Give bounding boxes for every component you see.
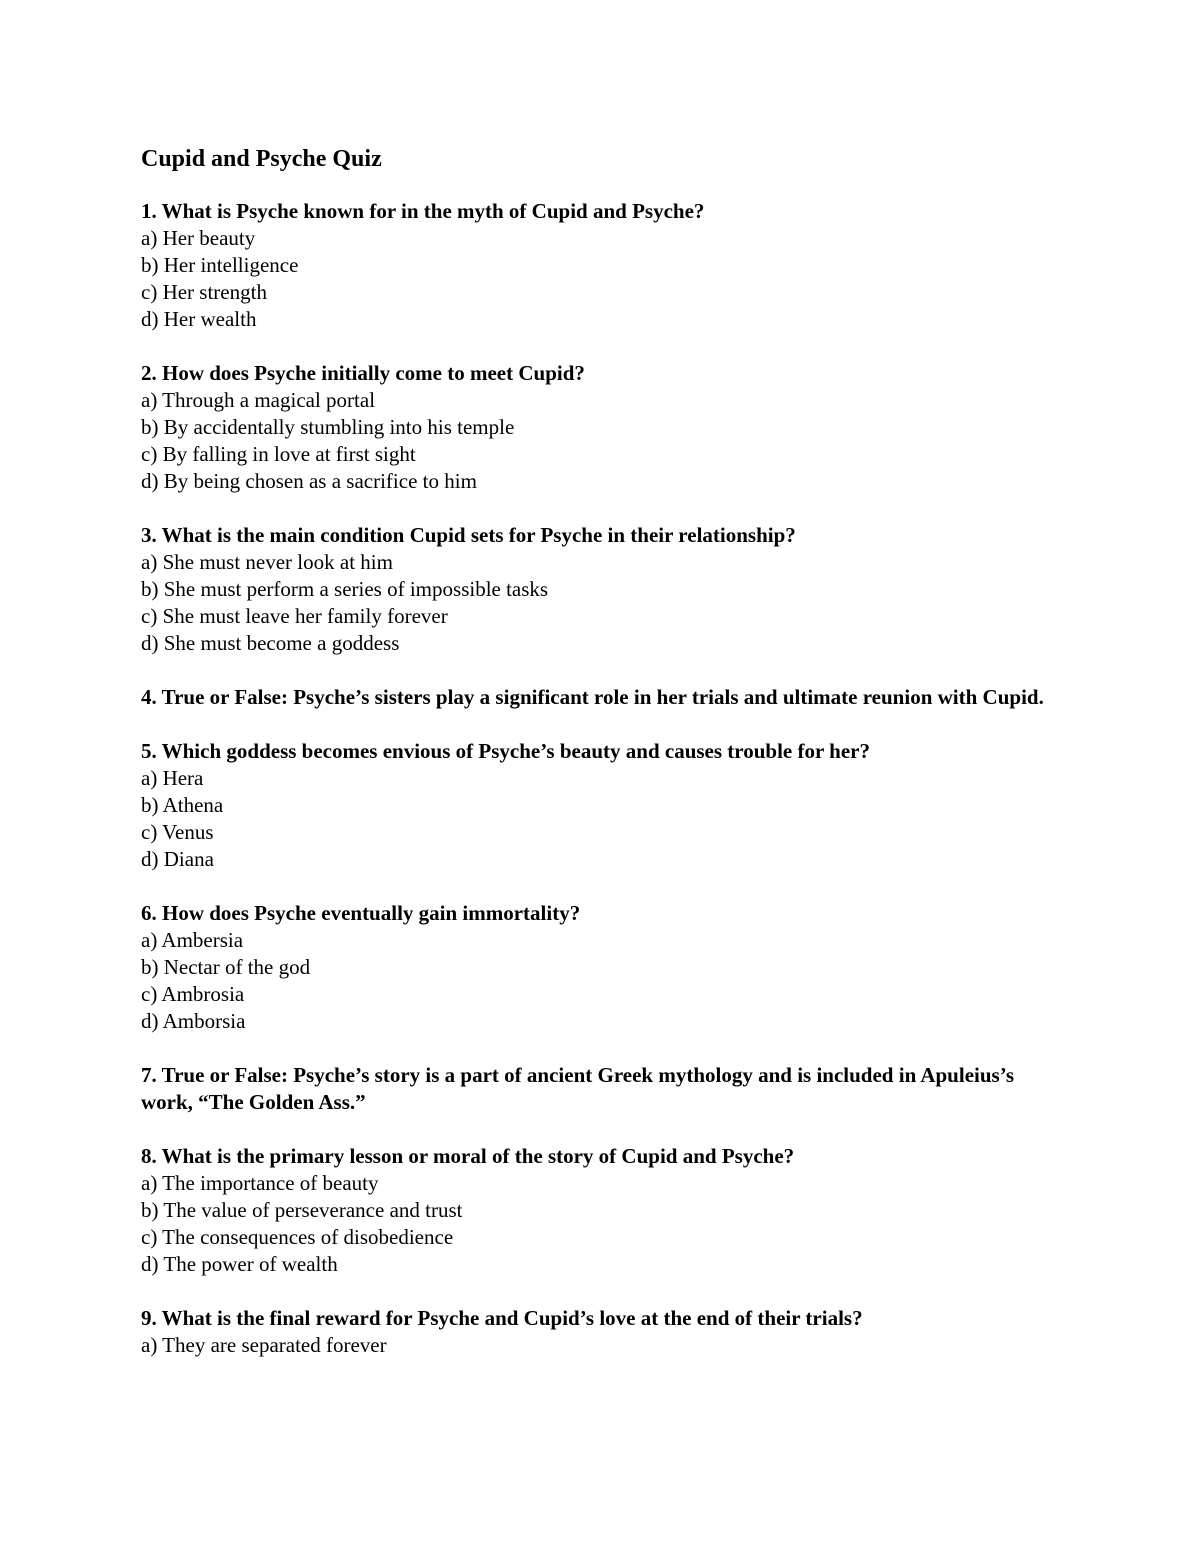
question-text: 6. How does Psyche eventually gain immortality? — [141, 901, 581, 925]
option-list — [141, 1170, 1050, 1278]
option-d: d) Diana — [141, 847, 214, 871]
option-list — [141, 927, 1050, 1035]
option-a: a) She must never look at him — [141, 550, 393, 574]
quiz-title: Cupid and Psyche Quiz — [141, 146, 382, 172]
option-d: d) Amborsia — [141, 1009, 246, 1033]
question-text: 1. What is Psyche known for in the myth of Cupid and Psyche? — [141, 199, 705, 223]
question-text: 7. True or False: Psyche’s story is a part of ancient Greek mythology and is included in Apuleius’s work, “The Golden Ass.” — [141, 1063, 1015, 1114]
question-6 — [141, 900, 1050, 1035]
option-list — [141, 765, 1050, 873]
option-b: b) Athena — [141, 793, 224, 817]
option-b: b) By accidentally stumbling into his temple — [141, 415, 515, 439]
question-2 — [141, 360, 1050, 495]
option-list — [141, 549, 1050, 657]
question-text: 5. Which goddess becomes envious of Psyche’s beauty and causes trouble for her? — [141, 739, 871, 763]
option-d: d) The power of wealth — [141, 1252, 338, 1276]
option-c: c) The consequences of disobedience — [141, 1225, 454, 1249]
question-text: 9. What is the final reward for Psyche and Cupid’s love at the end of their trials? — [141, 1306, 863, 1330]
question-text: 2. How does Psyche initially come to meet Cupid? — [141, 361, 585, 385]
option-c: c) By falling in love at first sight — [141, 442, 416, 466]
question-1 — [141, 198, 1050, 333]
option-d: d) Her wealth — [141, 307, 257, 331]
option-list — [141, 225, 1050, 333]
option-a: a) Ambersia — [141, 928, 244, 952]
question-text: 8. What is the primary lesson or moral of the story of Cupid and Psyche? — [141, 1144, 795, 1168]
option-list — [141, 1332, 1050, 1359]
option-b: b) The value of perseverance and trust — [141, 1198, 463, 1222]
option-b: b) Nectar of the god — [141, 955, 311, 979]
option-a: a) Hera — [141, 766, 204, 790]
option-c: c) Venus — [141, 820, 214, 844]
question-8 — [141, 1143, 1050, 1278]
question-text: 4. True or False: Psyche’s sisters play a significant role in her trials and ultimate reunion with Cupid. — [141, 685, 1044, 709]
option-c: c) She must leave her family forever — [141, 604, 448, 628]
option-c: c) Ambrosia — [141, 982, 245, 1006]
option-a: a) The importance of beauty — [141, 1171, 379, 1195]
option-a: a) Her beauty — [141, 226, 256, 250]
question-3 — [141, 522, 1050, 657]
question-9 — [141, 1305, 1050, 1359]
question-5 — [141, 738, 1050, 873]
option-d: d) She must become a goddess — [141, 631, 400, 655]
option-list — [141, 387, 1050, 495]
option-d: d) By being chosen as a sacrifice to him — [141, 469, 477, 493]
option-a: a) They are separated forever — [141, 1333, 387, 1357]
option-a: a) Through a magical portal — [141, 388, 376, 412]
question-text: 3. What is the main condition Cupid sets for Psyche in their relationship? — [141, 523, 796, 547]
question-7 — [141, 1062, 1050, 1116]
option-c: c) Her strength — [141, 280, 267, 304]
option-b: b) Her intelligence — [141, 253, 299, 277]
question-4 — [141, 684, 1050, 711]
option-b: b) She must perform a series of impossible tasks — [141, 577, 549, 601]
